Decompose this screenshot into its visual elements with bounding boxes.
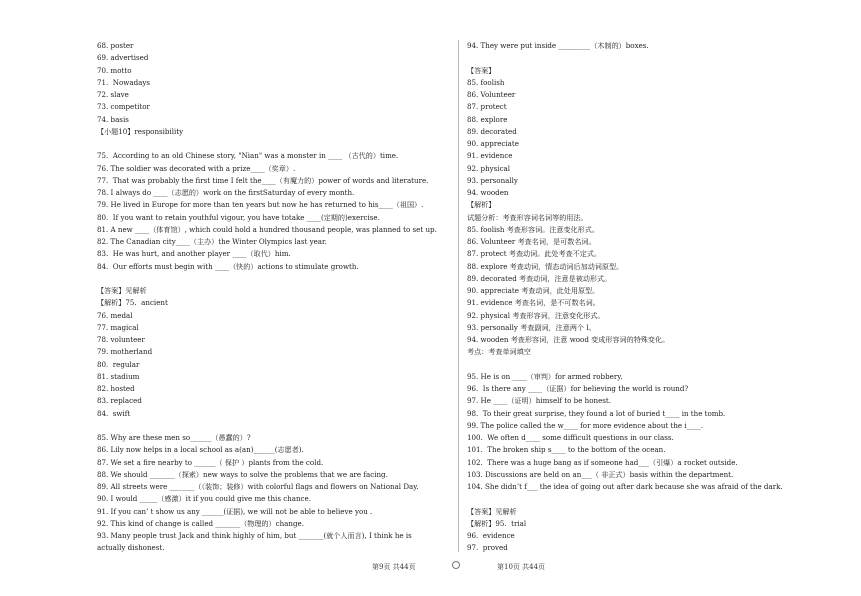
text-line: 84. Our efforts must begin with ____（快的）actions to stimulate growth. [97, 261, 359, 271]
text-line: 94. wooden [467, 188, 509, 197]
text-line: 80. regular [97, 359, 140, 369]
text-line: 73. competitor [97, 102, 150, 112]
text-line: 79. He lived in Europe for more than ten years but now he has returned to his____（祖国）. [97, 200, 424, 210]
text-line: 【答案】见解析 [467, 506, 517, 516]
column-divider [458, 40, 459, 552]
text-line: 91. evidence 考查名词，是不可数名词。 [467, 298, 600, 308]
text-line: 71. Nowadays [97, 77, 150, 87]
text-line: 92. physical 考查形容词，注意变化形式。 [467, 310, 605, 320]
text-line: 82. hosted [97, 384, 135, 393]
text-line: 85. foolish [467, 77, 505, 87]
text-line: 考点：考查单词填空 [467, 347, 531, 357]
text-line: 101. The broken ship s____ to the bottom of the ocean. [467, 445, 666, 455]
text-line: 86. Volunteer [467, 90, 516, 99]
text-line: 76. medal [97, 310, 133, 320]
text-line: 88. explore 考查动词，情态动词后加动词原型。 [467, 261, 624, 271]
text-line: 89. All streets were _______（（装饰；装修）with colorful flags and flowers on National Day. [97, 482, 419, 491]
text-line: 83. He was hurt, and another player ____（取代）him. [97, 249, 291, 259]
text-line [97, 138, 449, 150]
text-line: 90. I would _____（感激）it if you could give me this chance. [97, 494, 311, 504]
text-line: 104. She didn’t f___ the idea of going out after dark because she was afraid of the dark. [467, 482, 783, 491]
text-line [97, 273, 449, 285]
text-line: 69. advertised [97, 53, 149, 63]
text-line: 88. explore [467, 114, 508, 124]
text-line [97, 420, 449, 432]
text-line: 试题分析：考查形容词名词等的用法。 [467, 212, 588, 222]
text-line: 91. If you can’ t show us any ______(证据), we will not be able to believe you . [97, 506, 373, 516]
text-line: 96. evidence [467, 531, 515, 540]
text-line: 90. appreciate [467, 139, 519, 148]
text-line: 80. If you want to retain youthful vigour, you have totake ____(定期的)exercise. [97, 212, 380, 222]
text-line: 72. slave [97, 90, 129, 99]
text-line: 94. They were put inside _________（木制的）boxes. [467, 41, 649, 50]
text-line: 79. motherland [97, 347, 153, 357]
text-line: 【答案】见解析 [97, 286, 147, 295]
text-line: 103. Discussions are held on an___（ 非正式）basis within the department. [467, 469, 734, 479]
text-line: 81. A new ____（体育馆）, which could hold a hundred thousand people, was planned to set up. [97, 224, 437, 234]
text-line: 86. Volunteer 考查名词，是可数名词。 [467, 237, 596, 246]
text-line: 97. He ____（证明）himself to be honest. [467, 396, 612, 406]
text-line: 99. The police called the w____ for more evidence about the i____. [467, 420, 704, 430]
text-line: 98. To their great surprise, they found a lot of buried t____ in the tomb. [467, 408, 726, 418]
text-line: 【解析】75. ancient [97, 298, 168, 308]
text-line [467, 52, 827, 64]
text-line: 88. We should _______（探索）new ways to solve the problems that we are facing. [97, 469, 388, 479]
text-line: actually dishonest. [97, 543, 165, 553]
text-line: 76. The soldier was decorated with a prize____（奖章）. [97, 163, 296, 173]
text-line [467, 359, 827, 371]
text-line: 97. proved [467, 543, 508, 553]
text-line: 85. Why are these men so______（愚蠢的）? [97, 433, 251, 442]
text-line: 96. Is there any ____（证据）for believing the world is round? [467, 384, 689, 393]
text-line: 83. replaced [97, 396, 142, 406]
text-line: 87. protect [467, 102, 507, 112]
page-number-right: 第10页 共44页 [497, 563, 546, 571]
text-line: 【解析】 [467, 200, 496, 210]
text-line: 【答案】 [467, 65, 496, 75]
page-number-left: 第9页 共44页 [372, 563, 416, 571]
text-line [467, 493, 827, 505]
text-line: 90. appreciate 考查动词，此处用原型。 [467, 286, 600, 295]
right-column [467, 40, 827, 555]
text-line: 87. protect 考查动词。此处考查不定式。 [467, 249, 602, 259]
text-line: 89. decorated 考查动词，注意是被动形式。 [467, 273, 612, 283]
text-line: 86. Lily now helps in a local school as a(an)______(志愿者). [97, 445, 304, 455]
text-line: 77. That was probably the first time I felt the____（有魔力的）power of words and literature. [97, 175, 429, 185]
text-line: 【解析】95. trial [467, 518, 527, 528]
text-line: 93. personally 考查副词，注意两个 l。 [467, 322, 596, 332]
text-line: 95. He is on ____（审判）for armed robbery. [467, 371, 623, 381]
text-line: 87. We set a fire nearby to ______（ 保护 ）plants from the cold. [97, 457, 324, 467]
text-line: 84. swift [97, 408, 131, 418]
text-line: 78. I always do ____（志愿的）work on the firstSaturday of every month. [97, 188, 355, 197]
text-line: 81. stadium [97, 371, 140, 381]
text-line: 75. According to an old Chinese story, "Nian" was a monster in ____ （古代的）time. [97, 151, 399, 161]
text-line: 68. poster [97, 41, 134, 50]
text-line: 78. volunteer [97, 335, 145, 344]
text-line: 92. physical [467, 163, 511, 173]
text-line: 94. wooden 考查形容词，注意 wood 变成形容词的特殊变化。 [467, 335, 670, 344]
text-line: 【小题10】responsibility [97, 126, 184, 136]
text-line: 102. There was a huge bang as if someone had___（引爆）a rocket outside. [467, 457, 738, 467]
text-line: 89. decorated [467, 126, 517, 136]
text-line: 70. motto [97, 65, 132, 75]
center-circle-icon [452, 561, 460, 569]
left-column [97, 40, 449, 555]
text-line: 93. personally [467, 175, 518, 185]
text-line: 77. magical [97, 322, 139, 332]
text-line: 82. The Canadian city____（主办）the Winter Olympics last year. [97, 237, 327, 246]
text-line: 93. Many people trust Jack and think highly of him, but _______(就个人而言), I think he is [97, 531, 412, 540]
text-line: 91. evidence [467, 151, 513, 161]
text-line: 85. foolish 考查形容词。注意变化形式。 [467, 224, 599, 234]
text-line: 74. basis [97, 114, 129, 124]
text-line: 92. This kind of change is called _______（物理的）change. [97, 518, 304, 528]
text-line: 100. We often d____ some difficult questions in our class. [467, 433, 674, 442]
